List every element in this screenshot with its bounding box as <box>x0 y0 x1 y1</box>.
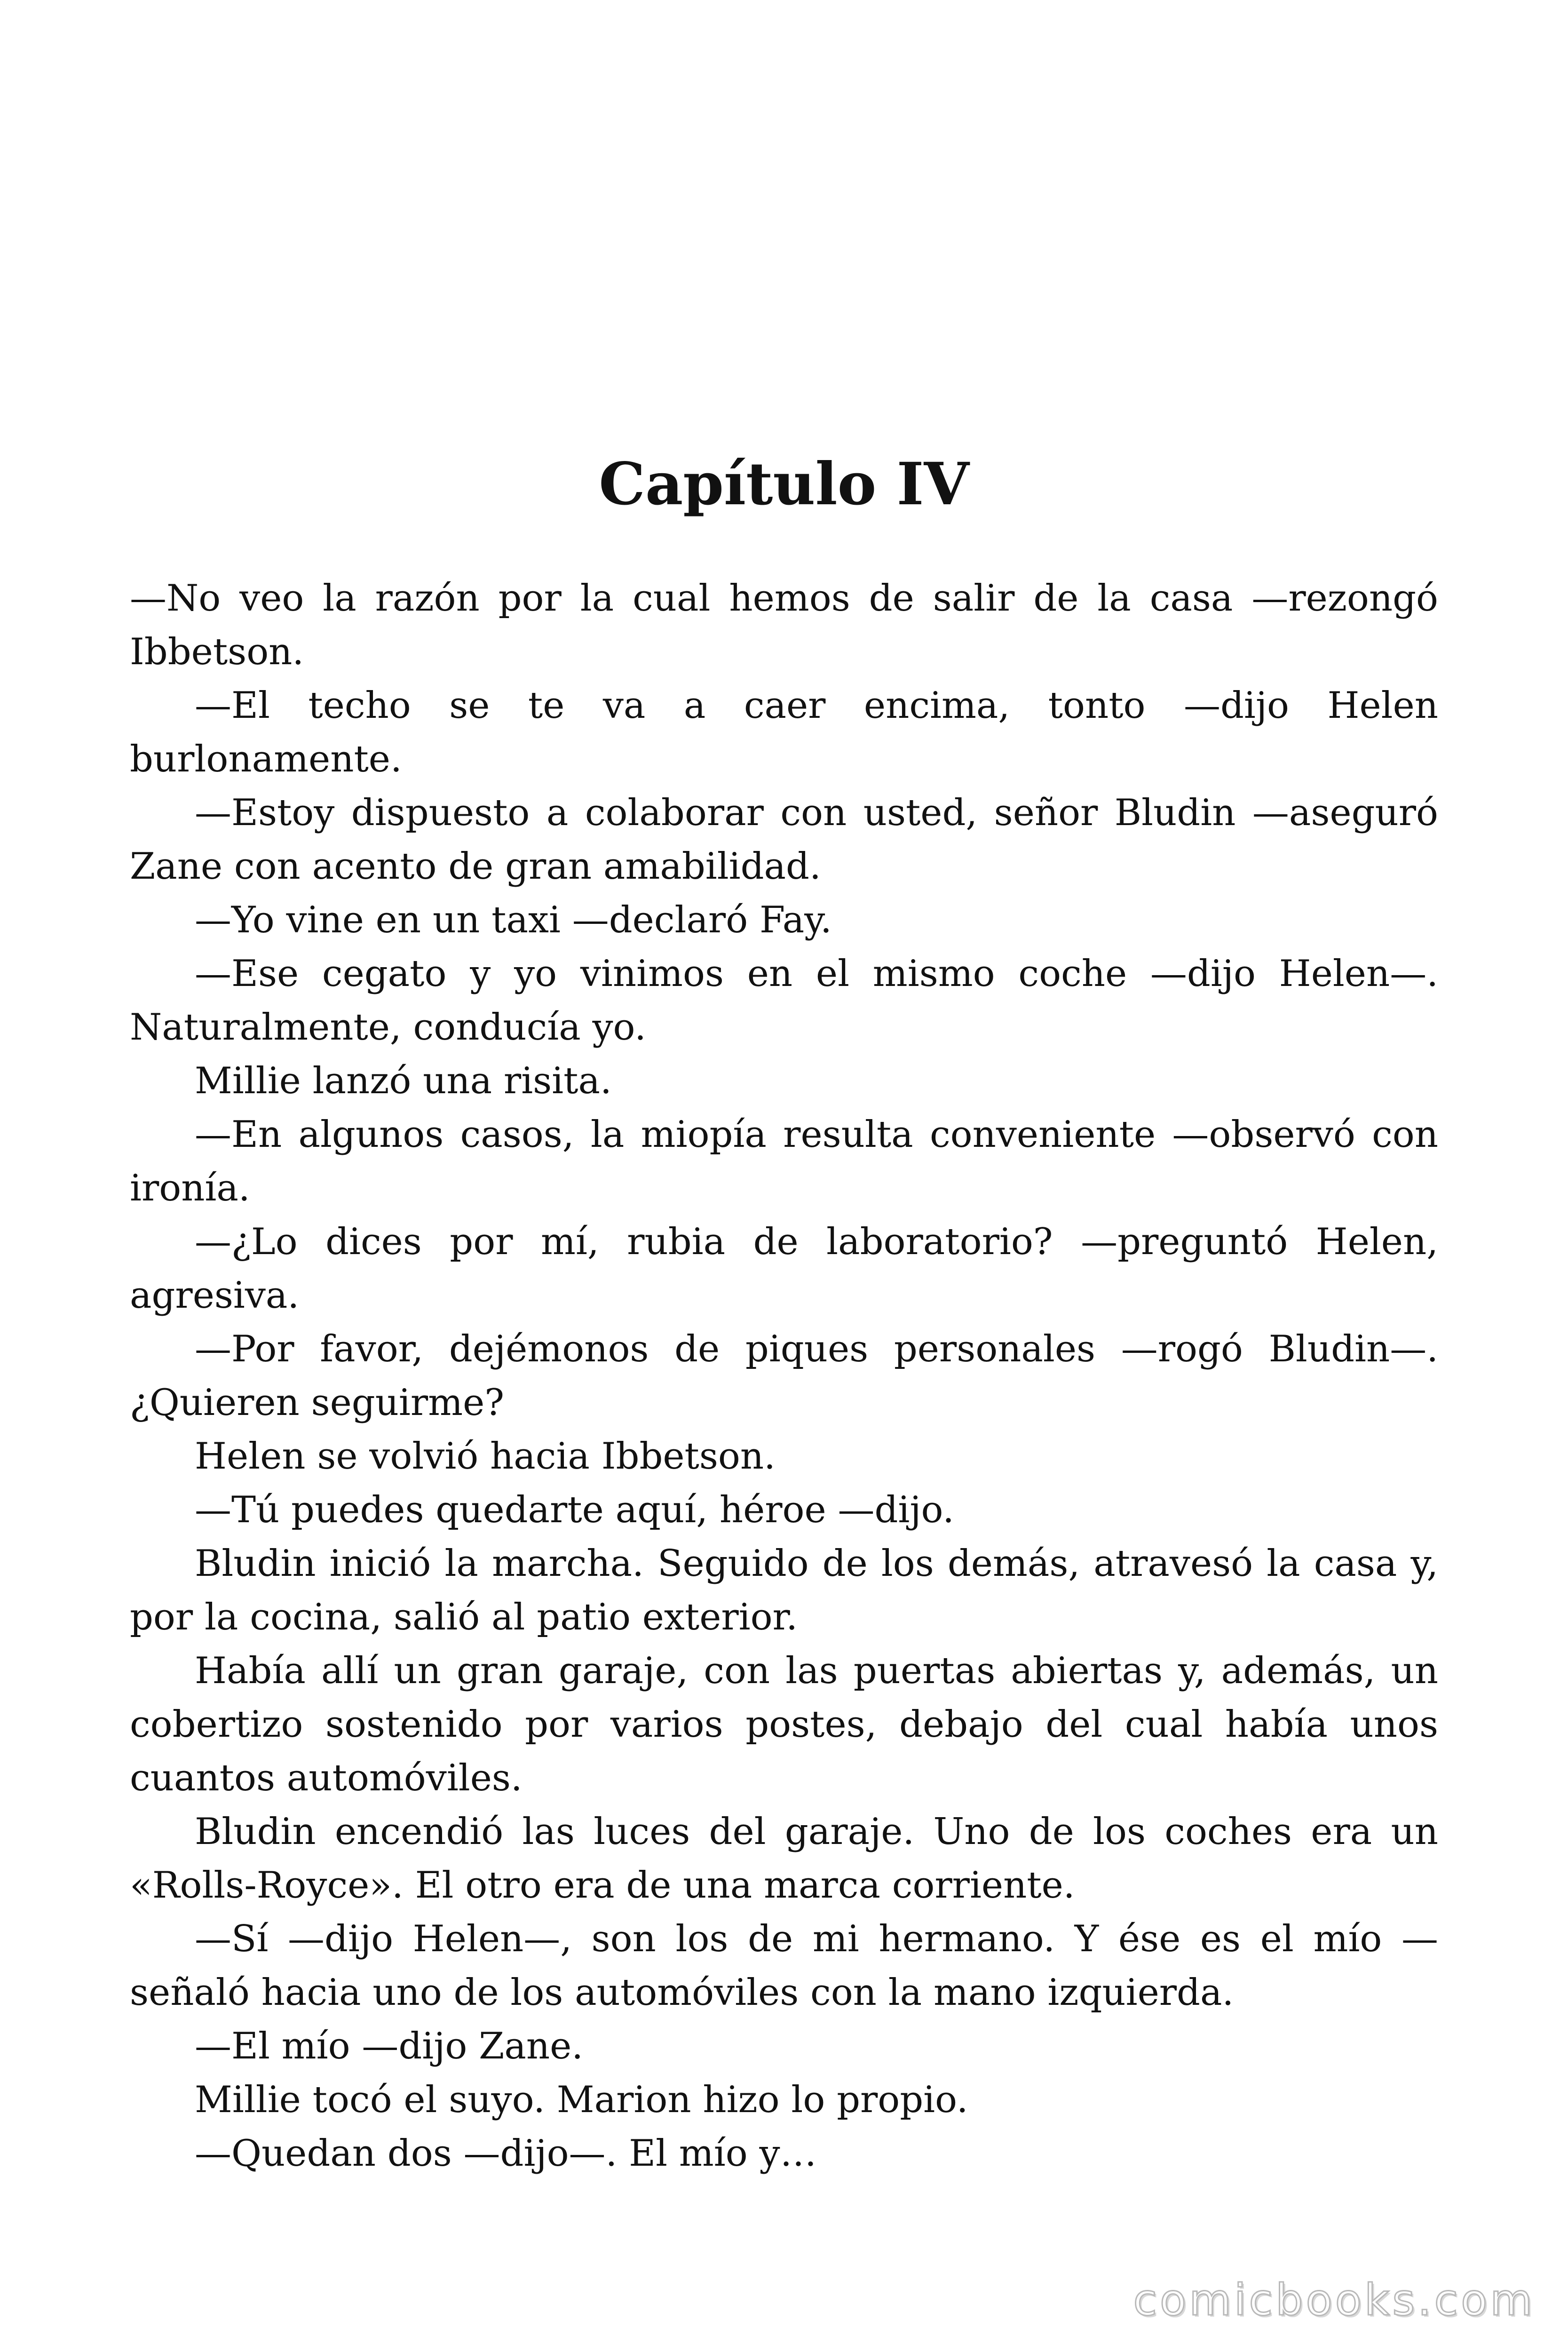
paragraph: —Tú puedes quedarte aquí, héroe —dijo. <box>195 1489 954 1531</box>
chapter-title: Capítulo IV <box>599 450 969 518</box>
paragraph: Bludin encendió las luces del garaje. Uno de los coches era un «Rolls-Royce». El otro era de una marca corriente. <box>130 1811 1438 1907</box>
paragraph: —Quedan dos —dijo—. El mío y… <box>195 2132 817 2175</box>
paragraph: —Sí —dijo Helen—, son los de mi hermano. Y ése es el mío —señaló hacia uno de los automóviles con la mano izquierda. <box>130 1918 1438 2014</box>
paragraph: —Ese cegato y yo vinimos en el mismo coche —dijo Helen—. Naturalmente, conducía yo. <box>130 953 1438 1049</box>
paragraph: Bludin inició la marcha. Seguido de los demás, atravesó la casa y, por la cocina, salió al patio exterior. <box>130 1542 1438 1638</box>
paragraph: Millie lanzó una risita. <box>195 1060 612 1102</box>
paragraph: —Yo vine en un taxi —declaró Fay. <box>195 899 832 941</box>
paragraph: Millie tocó el suyo. Marion hizo lo propio. <box>195 2079 968 2121</box>
paragraph: —El techo se te va a caer encima, tonto —dijo Helen burlonamente. <box>130 684 1438 780</box>
paragraph: —¿Lo dices por mí, rubia de laboratorio? —preguntó Helen, agresiva. <box>130 1221 1438 1317</box>
chapter-text <box>130 572 1438 2180</box>
paragraph: —No veo la razón por la cual hemos de salir de la casa —rezongó Ibbetson. <box>130 577 1438 673</box>
paragraph: —Estoy dispuesto a colaborar con usted, señor Bludin —aseguró Zane con acento de gran amabilidad. <box>130 792 1438 888</box>
paragraph: —El mío —dijo Zane. <box>195 2025 584 2067</box>
watermark: comicbooks.com <box>1133 2275 1535 2325</box>
paragraph: Helen se volvió hacia Ibbetson. <box>195 1435 776 1478</box>
paragraph: Había allí un gran garaje, con las puertas abiertas y, además, un cobertizo sostenido por varios postes, debajo del cual había unos cuantos automóviles. <box>130 1650 1438 1799</box>
paragraph: —En algunos casos, la miopía resulta conveniente —observó con ironía. <box>130 1113 1438 1209</box>
paragraph: —Por favor, dejémonos de piques personales —rogó Bludin—. ¿Quieren seguirme? <box>130 1328 1438 1424</box>
